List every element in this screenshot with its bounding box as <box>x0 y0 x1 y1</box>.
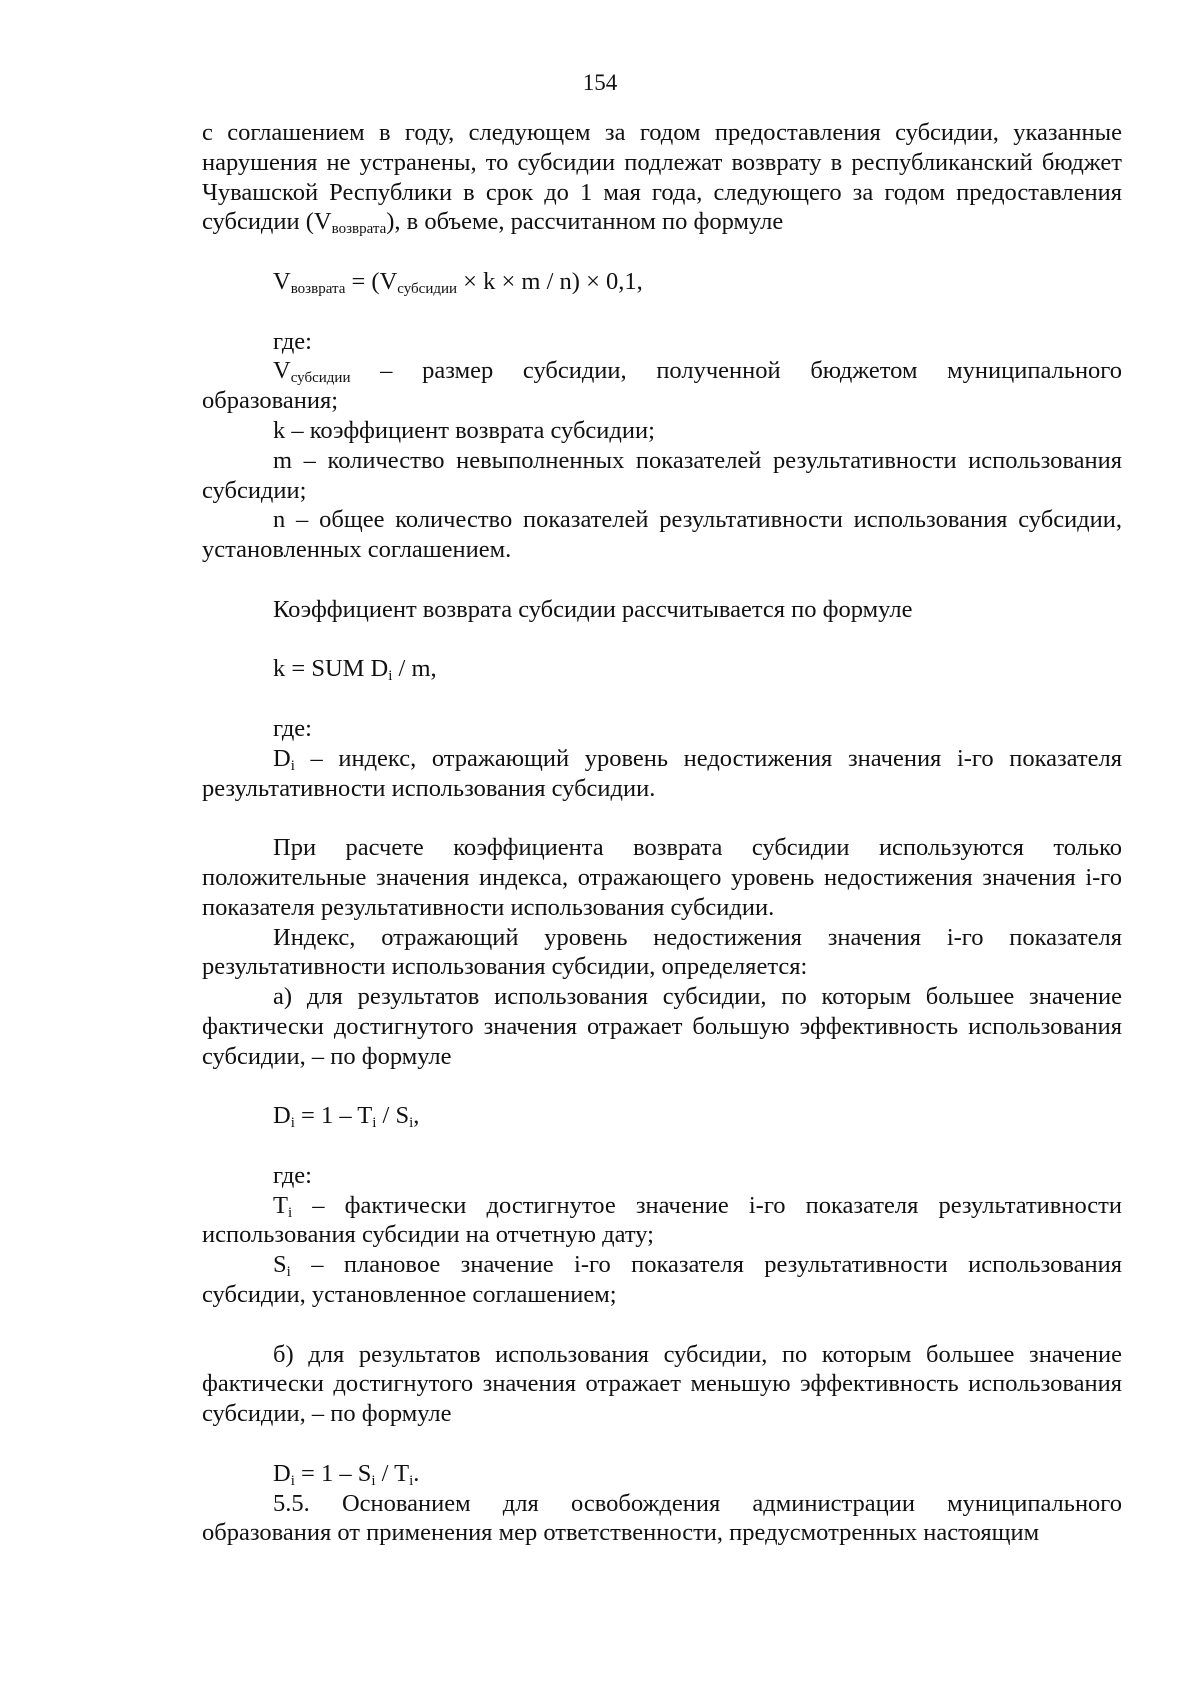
spacer <box>202 625 1122 655</box>
spacer <box>202 565 1122 595</box>
paragraph-case-a: а) для результатов использования субсидии, по которым большее значение фактически достигнутого значения отражает большую эффективность использования субсидии, – по формуле <box>202 983 1122 1070</box>
formula-return-volume: $V_{возврата} = (V_{субсидии} \times k \times m / n) \times 0,1$, <box>273 267 643 297</box>
definition-n: n – общее количество показателей результативности использования субсидии, установленных соглашением. <box>202 506 1122 564</box>
paragraph-index-definition: Индекс, отражающий уровень недостижения значения i-го показателя результативности использования субсидии, определяется: <box>202 923 1122 981</box>
formula-coefficient: k = SUM $D_i$ / m, <box>273 655 437 685</box>
spacer <box>202 1072 1122 1102</box>
definition-v-subsidy: $V_{субсидии}$ – размер субсидии, полученной бюджетом муниципального образования; <box>202 357 1122 415</box>
spacer <box>202 803 1122 833</box>
where-label: где: <box>273 714 312 742</box>
paragraph-return-conditions: с соглашением в году, следующем за годом предоставления субсидии, указанные нарушения не устранены, то субсидии подлежат возврату в республиканский бюджет Чувашской Республики в срок до 1 мая года, следующего за годом предоставления субсидии $(V_{возврата})$, в объеме, рассчитанном по формуле <box>202 119 1122 238</box>
definition-s: $S_i$ – плановое значение i-го показателя результативности использования субсидии, установленное соглашением; <box>202 1251 1122 1309</box>
formula-case-b: $D_i = 1 - S_i / T_i$. <box>273 1459 420 1489</box>
paragraph-5-5: 5.5. Основанием для освобождения администрации муниципального образования от применения мер ответственности, предусмотренных настоящим <box>202 1489 1122 1547</box>
formula-case-a: $D_i = 1 - T_i / S_i$, <box>273 1102 420 1132</box>
where-label: где: <box>273 1161 312 1189</box>
paragraph-case-b: б) для результатов использования субсидии, по которым большее значение фактически достигнутого значения отражает меньшую эффективность использования субсидии, – по формуле <box>202 1340 1122 1428</box>
definition-t: $T_i$ – фактически достигнутое значение i-го показателя результативности использования субсидии на отчетную дату; <box>202 1191 1122 1249</box>
definition-d: $D_i$ – индекс, отражающий уровень недостижения значения i-го показателя результативности использования субсидии. <box>202 744 1122 802</box>
paragraph-coefficient: Коэффициент возврата субсидии рассчитывается по формуле <box>273 595 913 623</box>
definition-k: k – коэффициент возврата субсидии; <box>273 416 655 444</box>
spacer <box>202 297 1122 327</box>
definition-m: m – количество невыполненных показателей результативности использования субсидии; <box>202 446 1122 504</box>
paragraph-positive-values: При расчете коэффициента возврата субсидии используются только положительные значения индекса, отражающего уровень недостижения значения i-го показателя результативности использования субсидии. <box>202 834 1122 921</box>
spacer <box>202 237 1122 267</box>
page-number: 154 <box>582 70 618 95</box>
document-body <box>202 118 1122 1548</box>
spacer <box>202 684 1122 714</box>
where-label: где: <box>273 327 312 355</box>
spacer <box>202 1429 1122 1459</box>
spacer <box>202 1131 1122 1161</box>
spacer <box>202 1310 1122 1340</box>
